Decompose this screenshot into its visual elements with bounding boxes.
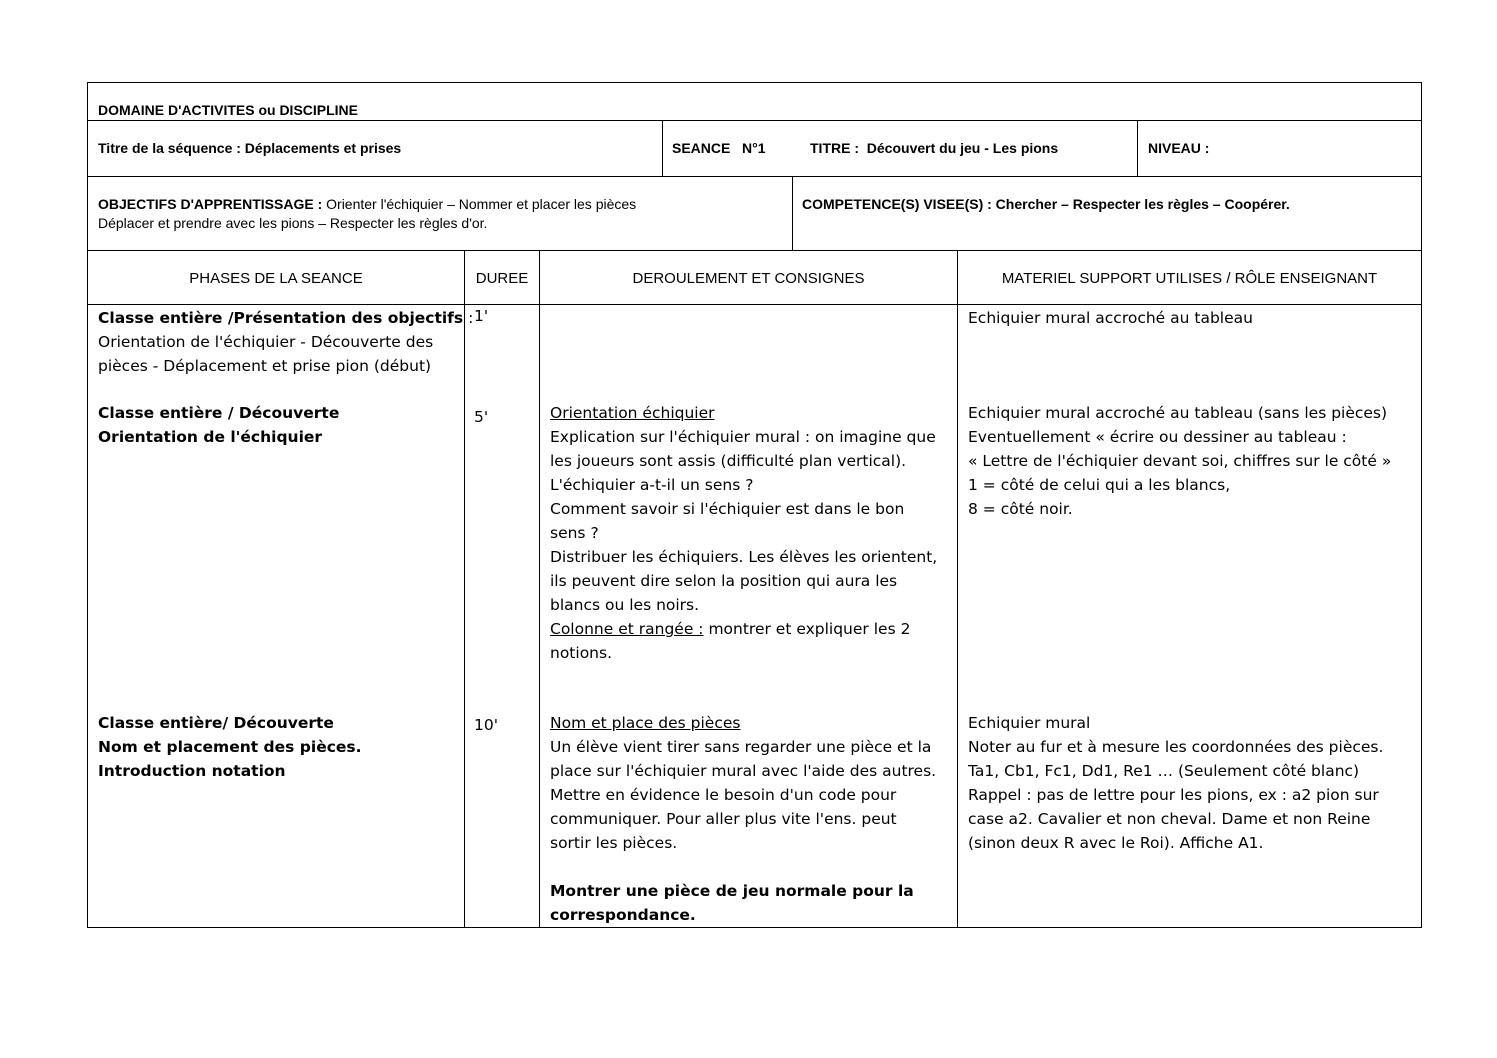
competences: COMPETENCE(S) VISEE(S) : Chercher – Respecter les règles – Coopérer. [802, 196, 1290, 212]
column-header-materiel: MATERIEL SUPPORT UTILISES / RÔLE ENSEIGNANT [1001, 270, 1378, 287]
phase-cell: Classe entière / Découverte Orientation de l'échiquier [98, 404, 340, 446]
deroulement-cell: Nom et place des pièces Un élève vient tirer sans regarder une pièce et la place sur l'échiquier mural avec l'aide des autres. Mettre en évidence le besoin d'un code pour communiquer. Pour aller plus vite l'ens. peut sortir les pièces. Montrer une pièce de jeu normale pour la correspondance. [550, 714, 937, 924]
materiel-cell: Echiquier mural accroché au tableau (sans les pièces) Eventuellement « écrire ou dessiner au tableau : « Lettre de l'échiquier devant soi, chiffres sur le côté » 1 = côté de celui qui a les blancs, 8 = côté noir. [968, 404, 1392, 518]
divider [957, 250, 958, 927]
column-header-phases: PHASES DE LA SEANCE [189, 270, 363, 287]
niveau-label: NIVEAU : [1148, 140, 1210, 156]
duree-cell: 5' [474, 408, 489, 426]
divider [88, 250, 1421, 251]
duree-cell: 1' [474, 307, 489, 325]
divider [88, 120, 1421, 121]
column-header-duree: DUREE [475, 270, 529, 287]
phase-cell: Classe entière /Présentation des objectifs : Orientation de l'échiquier - Découverte des pièces - Déplacement et prise pion (début) [98, 309, 474, 375]
divider [539, 250, 540, 927]
divider [1137, 120, 1138, 176]
sequence-title: Titre de la séquence : Déplacements et prises [98, 140, 402, 156]
divider [662, 120, 663, 176]
column-header-deroulement: DEROULEMENT ET CONSIGNES [632, 270, 865, 287]
materiel-cell: Echiquier mural Noter au fur et à mesure les coordonnées des pièces. Ta1, Cb1, Fc1, Dd1, Re1 … (Seulement côté blanc) Rappel : pas de lettre pour les pions, ex : a2 pion sur case a2. Cavalier et non cheval. Dame et non Reine (sinon deux R avec le Roi). Affiche A1. [968, 714, 1384, 852]
objectifs: OBJECTIFS D'APPRENTISSAGE : Orienter l'échiquier – Nommer et placer les pièces Déplacer et prendre avec les pions – Respecter les règles d'or. [98, 196, 637, 231]
divider [792, 176, 793, 250]
divider [88, 304, 1421, 305]
duree-cell: 10' [474, 716, 498, 734]
seance-number: SEANCE N°1 [672, 140, 766, 156]
divider [88, 176, 1421, 177]
domaine-heading: DOMAINE D'ACTIVITES ou DISCIPLINE [98, 102, 359, 118]
deroulement-cell: Orientation échiquier Explication sur l'échiquier mural : on imagine que les joueurs sont assis (difficulté plan vertical). L'échiquier a-t-il un sens ? Comment savoir si l'échiquier est dans le bon sens ? Distribuer les échiquiers. Les élèves les orientent, ils peuvent dire selon la position qui aura les blancs ou les noirs. Colonne et rangée : montrer et expliquer les 2 notions. [550, 404, 938, 662]
materiel-cell: Echiquier mural accroché au tableau [968, 309, 1253, 327]
phase-cell: Classe entière/ Découverte Nom et placement des pièces. Introduction notation [98, 714, 362, 780]
seance-title: TITRE : Découvert du jeu - Les pions [810, 140, 1059, 156]
